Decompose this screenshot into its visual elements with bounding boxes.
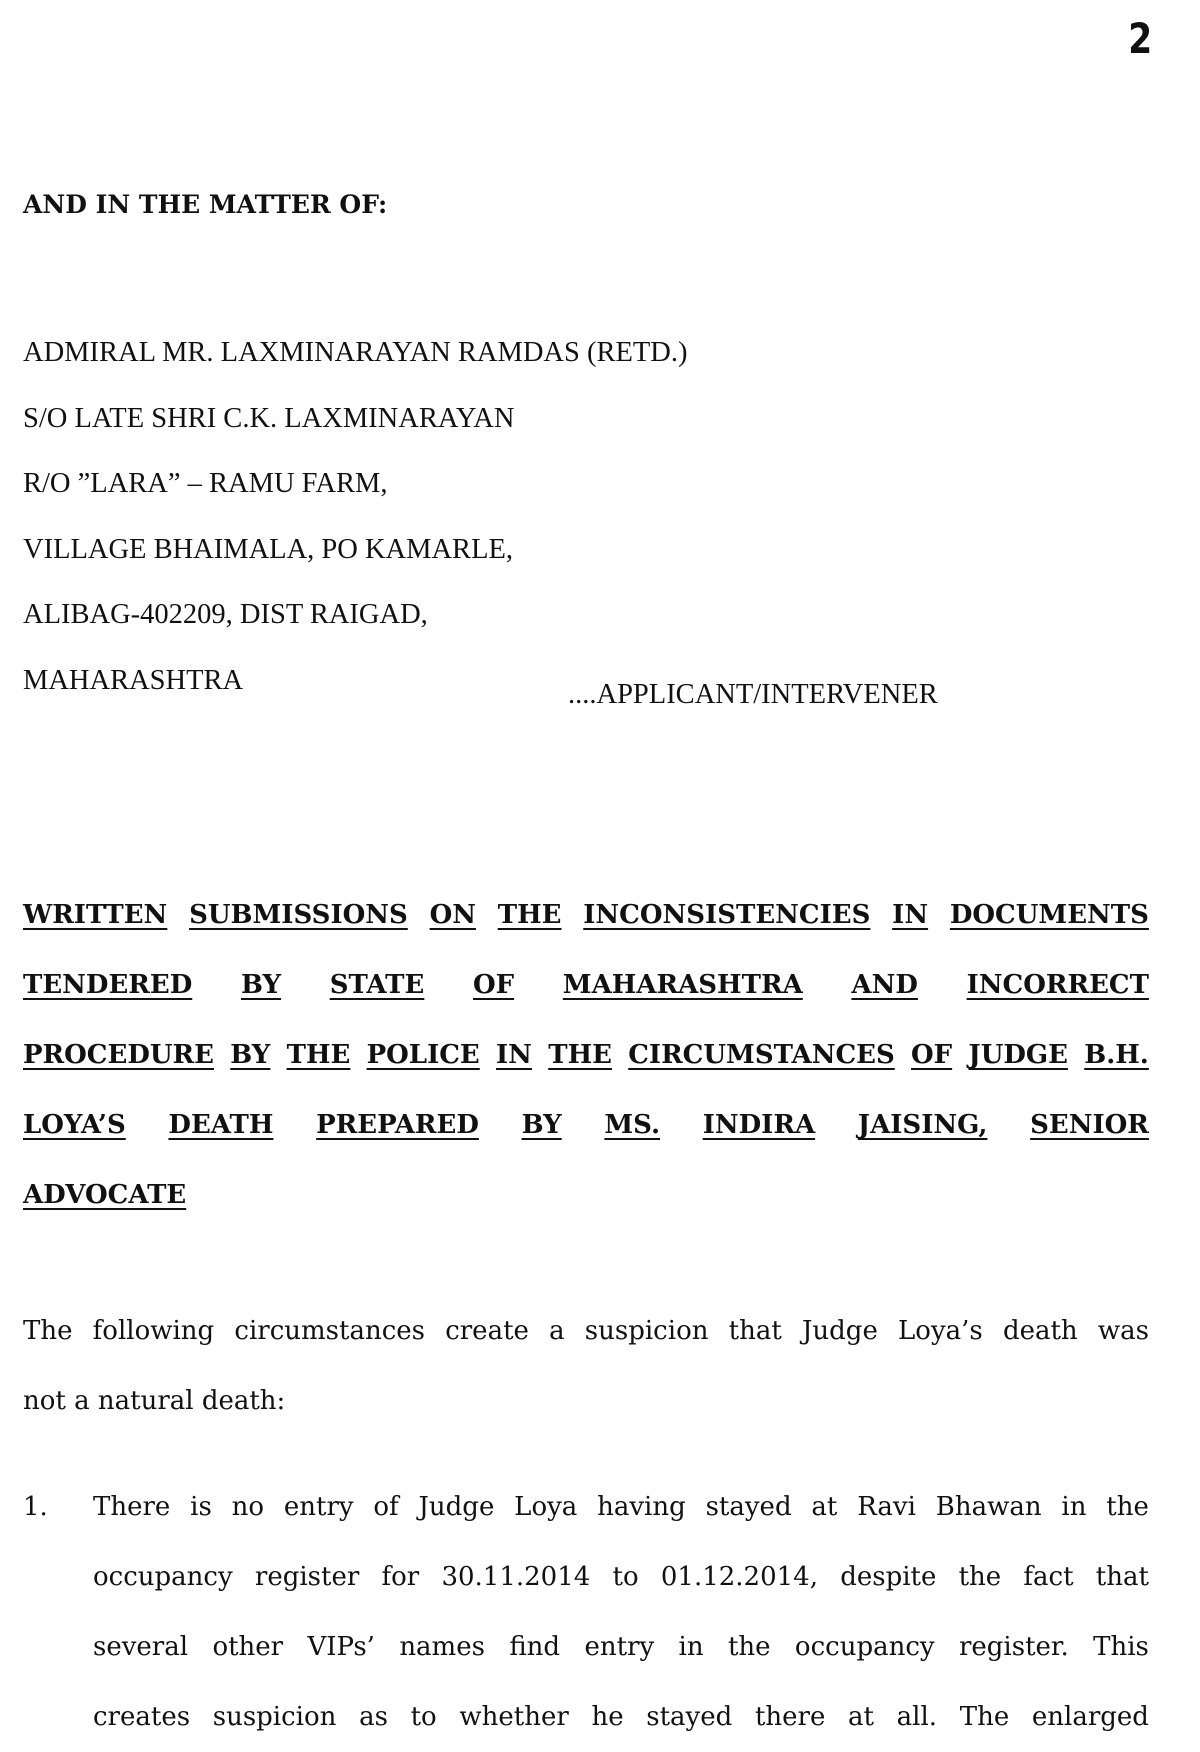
word: whether [459, 1702, 569, 1732]
word: death [1002, 1316, 1078, 1346]
word: following [92, 1316, 215, 1346]
item-line [93, 1472, 1149, 1542]
word: a [549, 1316, 565, 1346]
list-item-number: 1. [23, 1492, 48, 1522]
word: at [848, 1702, 874, 1732]
word: JAISING, [857, 1110, 988, 1140]
applicant-residence: R/O ”LARA” – RAMU FARM, [23, 468, 388, 499]
intro-paragraph [23, 1296, 1149, 1436]
title-line [23, 1090, 1149, 1160]
word: ON [429, 900, 476, 930]
list-item-body [93, 1472, 1149, 1752]
word: create [445, 1316, 529, 1346]
word: the [958, 1562, 1002, 1592]
applicant-address-block [23, 320, 1123, 713]
intro-line [23, 1366, 1149, 1436]
word: The [23, 1316, 73, 1346]
word: INDIRA [702, 1110, 816, 1140]
applicant-parentage: S/O LATE SHRI C.K. LAXMINARAYAN [23, 402, 515, 434]
word: names [399, 1632, 485, 1662]
word: enlarged [1031, 1702, 1149, 1732]
word: JUDGE [968, 1040, 1068, 1070]
word: despite [840, 1562, 937, 1592]
word: OF [911, 1040, 953, 1070]
word: Judge [418, 1492, 495, 1522]
word: THE [286, 1040, 351, 1070]
word: all. [896, 1702, 938, 1732]
word: he [591, 1702, 624, 1732]
matter-heading: AND IN THE MATTER OF: [23, 190, 388, 219]
submission-title [23, 880, 1149, 1230]
word: occupancy [93, 1562, 233, 1592]
word: register. [958, 1632, 1069, 1662]
word: suspicion [212, 1702, 337, 1732]
word: CIRCUMSTANCES [628, 1040, 895, 1070]
word: POLICE [366, 1040, 480, 1070]
title-line [23, 1020, 1149, 1090]
word: find [509, 1632, 561, 1662]
applicant-village: VILLAGE BHAIMALA, PO KAMARLE, [23, 533, 514, 565]
word: to [612, 1562, 639, 1592]
word: PROCEDURE [23, 1040, 214, 1070]
word: Loya’s [898, 1316, 983, 1346]
word: Ravi [857, 1492, 916, 1522]
word: MS. [604, 1110, 661, 1140]
word: VIPs’ [307, 1632, 375, 1662]
word: that [1095, 1562, 1149, 1592]
word: WRITTEN [23, 900, 168, 930]
word: creates [93, 1702, 191, 1732]
word: BY [521, 1110, 562, 1140]
word: TENDERED [23, 970, 193, 1000]
word: Judge [802, 1316, 878, 1346]
word: SENIOR [1030, 1110, 1149, 1140]
word: stayed [705, 1492, 792, 1522]
word: This [1093, 1632, 1149, 1662]
word: as [359, 1702, 388, 1732]
applicant-name: ADMIRAL MR. LAXMINARAYAN RAMDAS (RETD.) [23, 337, 688, 368]
applicant-state: MAHARASHTRA [23, 664, 244, 696]
word: 30.11.2014 [441, 1562, 591, 1592]
applicant-district: ALIBAG-402209, DIST RAIGAD, [23, 599, 428, 630]
word: other [212, 1632, 284, 1662]
word: circumstances [234, 1316, 425, 1346]
title-line [23, 1160, 1149, 1230]
word: The [959, 1702, 1010, 1732]
word: OF [473, 970, 515, 1000]
word: that [728, 1316, 782, 1346]
word: there [754, 1702, 826, 1732]
item-line [93, 1682, 1149, 1752]
word: suspicion [584, 1316, 709, 1346]
word: stayed [646, 1702, 733, 1732]
word: THE [497, 900, 562, 930]
word: SUBMISSIONS [189, 900, 408, 930]
word: for [381, 1562, 420, 1592]
word: several [93, 1632, 189, 1662]
word: DEATH [168, 1110, 274, 1140]
word: of [373, 1492, 399, 1522]
word: the [727, 1632, 771, 1662]
word: Bhawan [935, 1492, 1042, 1522]
word: BY [240, 970, 282, 1000]
word: STATE [329, 970, 425, 1000]
word: entry [283, 1492, 354, 1522]
word: DOCUMENTS [949, 900, 1149, 930]
word: was [1097, 1316, 1149, 1346]
word: not a natural death: [23, 1386, 286, 1416]
party-role-label: ....APPLICANT/INTERVENER [568, 679, 938, 710]
word: There [93, 1492, 171, 1522]
word: in [678, 1632, 704, 1662]
item-line [93, 1542, 1149, 1612]
word: entry [584, 1632, 655, 1662]
word: IN [496, 1040, 532, 1070]
word: B.H. [1084, 1040, 1149, 1070]
word: THE [548, 1040, 612, 1070]
word: MAHARASHTRA [562, 970, 803, 1000]
title-line [23, 880, 1149, 950]
word: INCORRECT [966, 970, 1149, 1000]
word: fact [1023, 1562, 1074, 1592]
word: register [254, 1562, 360, 1592]
word: no [231, 1492, 265, 1522]
word: BY [230, 1040, 271, 1070]
word: ADVOCATE [23, 1180, 187, 1210]
item-line [93, 1612, 1149, 1682]
word: occupancy [794, 1632, 935, 1662]
word: INCONSISTENCIES [583, 900, 871, 930]
word: IN [892, 900, 929, 930]
word: is [190, 1492, 212, 1522]
word: the [1106, 1492, 1149, 1522]
word: to [410, 1702, 437, 1732]
page-number: 2 [1128, 14, 1152, 63]
word: LOYA’S [23, 1110, 126, 1140]
title-line [23, 950, 1149, 1020]
word: 01.12.2014, [660, 1562, 818, 1592]
word: having [597, 1492, 686, 1522]
word: Loya [514, 1492, 578, 1522]
word: PREPARED [316, 1110, 479, 1140]
word: in [1061, 1492, 1087, 1522]
word: AND [851, 970, 918, 1000]
intro-line [23, 1296, 1149, 1366]
word: at [811, 1492, 838, 1522]
